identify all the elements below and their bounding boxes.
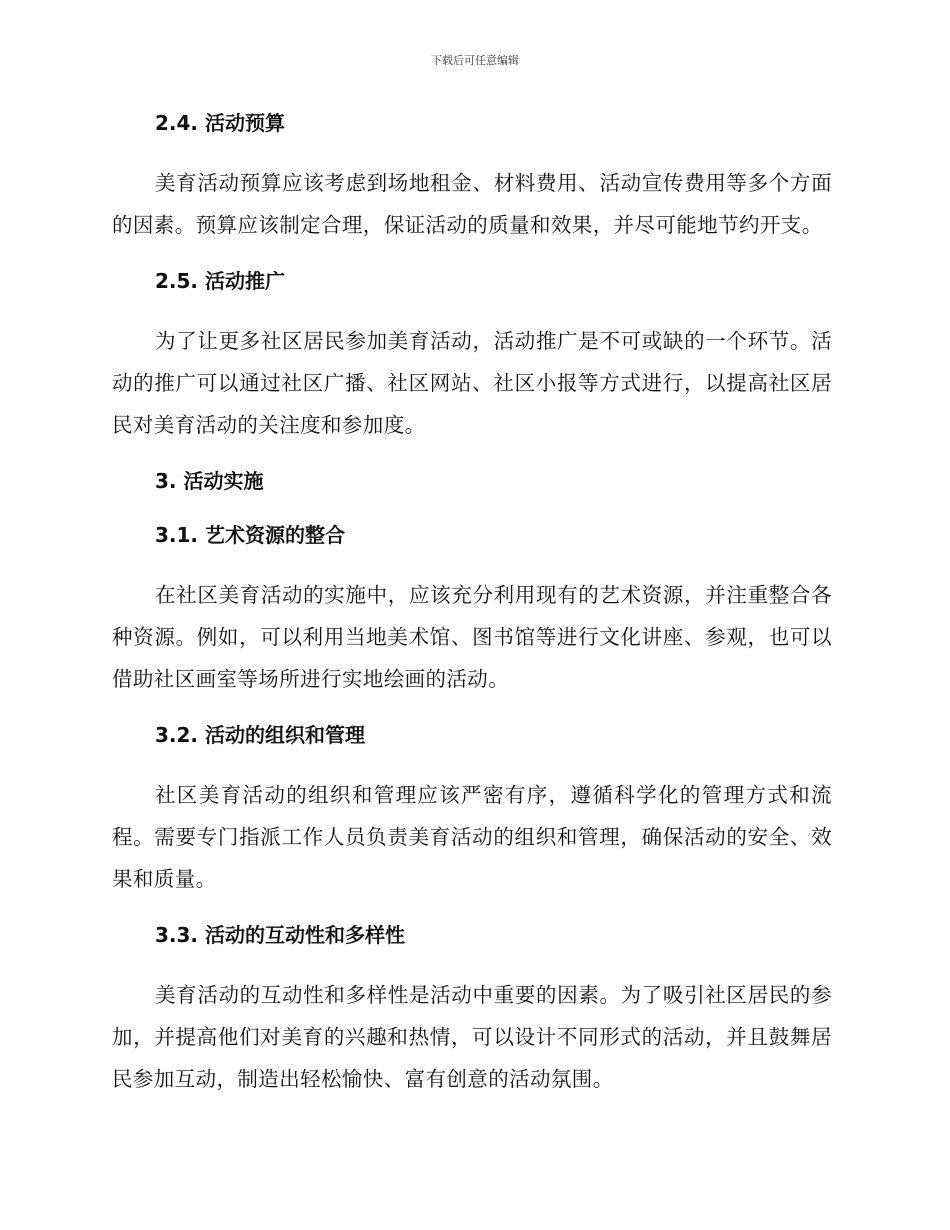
section-heading-3-3: 3.3. 活动的互动性和多样性 — [155, 923, 405, 947]
section-paragraph-3-1: 在社区美育活动的实施中，应该充分利用现有的艺术资源，并注重整合各种资源。例如，可以利用当地美术馆、图书馆等进行文化讲座、参观，也可以借助社区画室等场所进行实地绘画的活动。 — [112, 583, 832, 691]
section-heading-2-5: 2.5. 活动推广 — [155, 269, 285, 293]
section-paragraph-2-4: 美育活动预算应该考虑到场地租金、材料费用、活动宣传费用等多个方面的因素。预算应该制定合理，保证活动的质量和效果，并尽可能地节约开支。 — [112, 171, 832, 237]
section-paragraph-3-3: 美育活动的互动性和多样性是活动中重要的因素。为了吸引社区居民的参加，并提高他们对美育的兴趣和热情，可以设计不同形式的活动，并且鼓舞居民参加互动，制造出轻松愉快、富有创意的活动氛围。 — [112, 983, 832, 1091]
page-header: 下载后可任意编辑 — [431, 54, 519, 67]
section-paragraph-2-5: 为了让更多社区居民参加美育活动，活动推广是不可或缺的一个环节。活动的推广可以通过社区广播、社区网站、社区小报等方式进行，以提高社区居民对美育活动的关注度和参加度。 — [112, 329, 832, 437]
section-heading-2-4: 2.4. 活动预算 — [155, 111, 285, 135]
section-heading-3: 3. 活动实施 — [155, 469, 264, 493]
section-heading-3-2: 3.2. 活动的组织和管理 — [155, 723, 365, 747]
section-heading-3-1: 3.1. 艺术资源的整合 — [155, 523, 345, 547]
document-body — [112, 108, 832, 1100]
section-paragraph-3-2: 社区美育活动的组织和管理应该严密有序，遵循科学化的管理方式和流程。需要专门指派工作人员负责美育活动的组织和管理，确保活动的安全、效果和质量。 — [112, 783, 832, 891]
